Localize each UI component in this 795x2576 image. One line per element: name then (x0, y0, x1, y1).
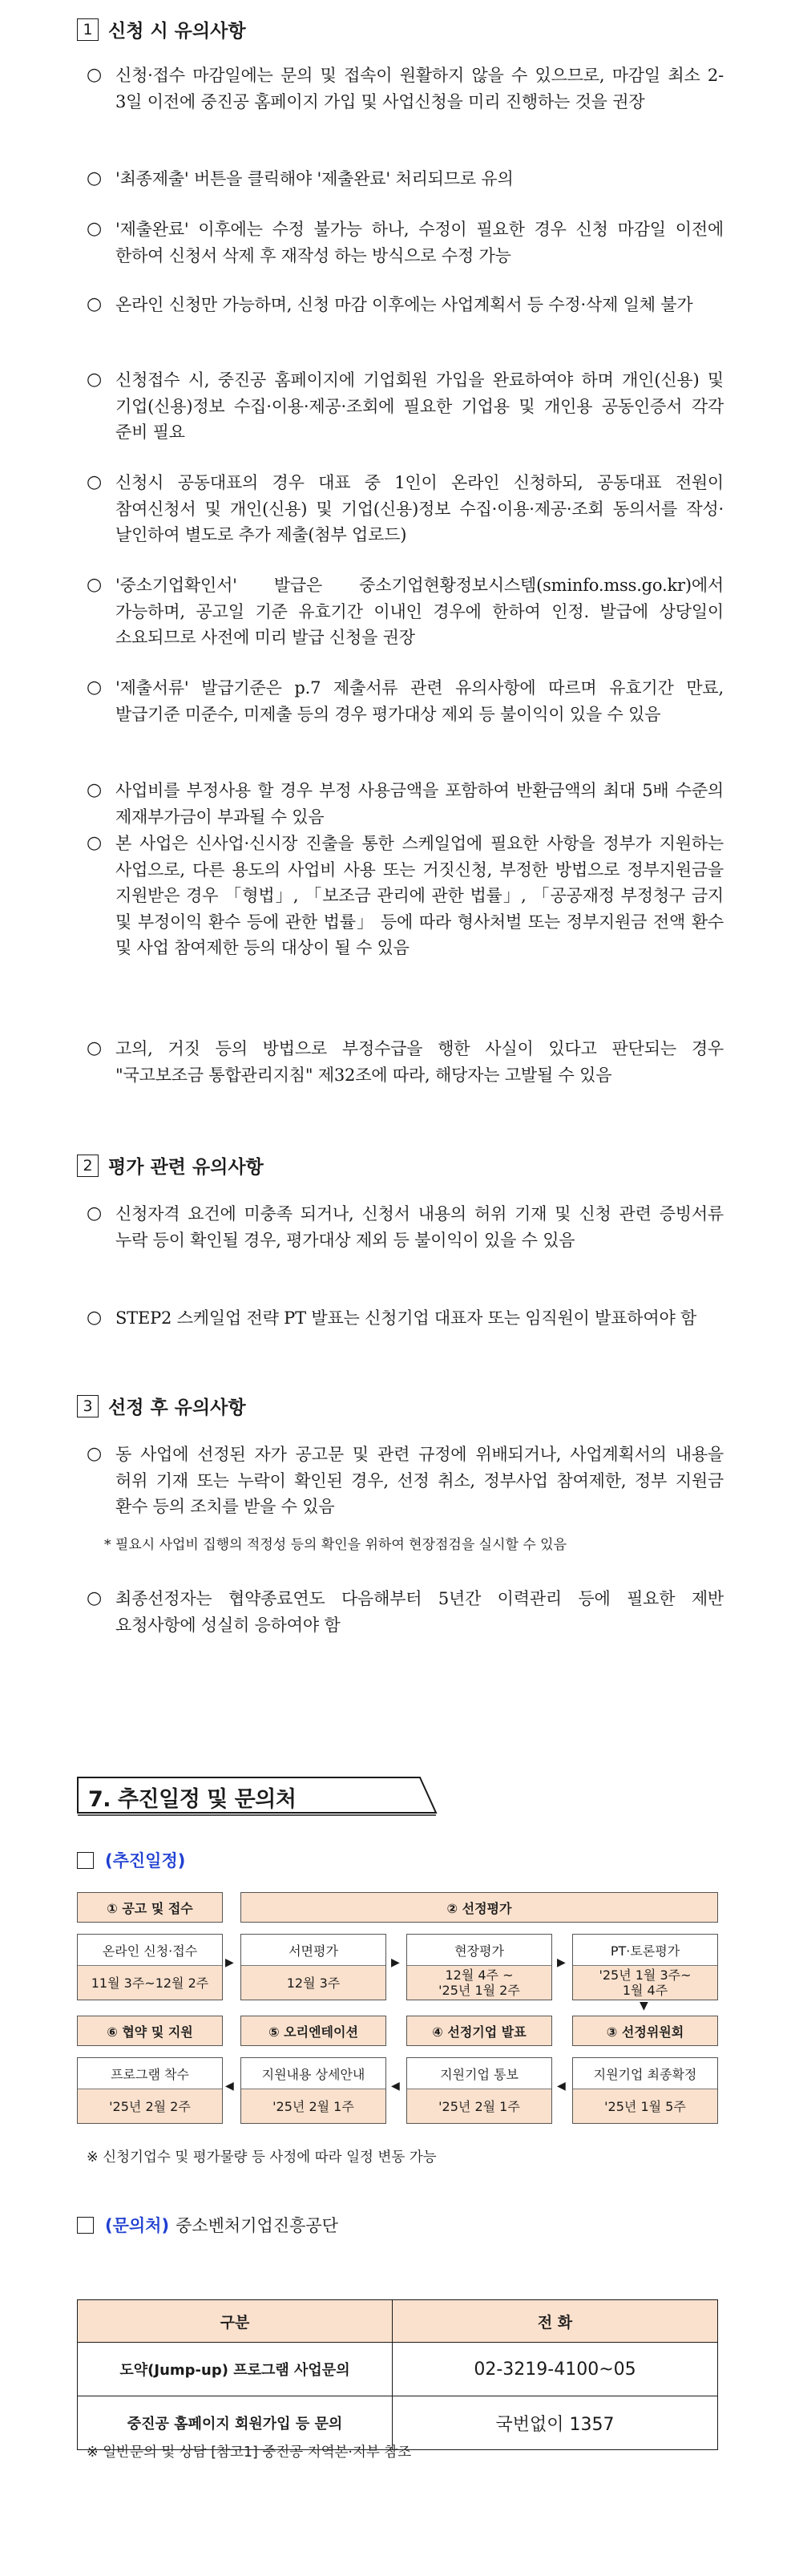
bullet-icon: ○ (87, 1203, 103, 1223)
flow-box-name: 프로그램 착수 (78, 2058, 222, 2089)
item-text: STEP2 스케일업 전략 PT 발표는 신청기업 대표자 또는 임직원이 발표하여야 함 (115, 1308, 697, 1328)
flow-box-date: '25년 2월 2주 (78, 2089, 222, 2123)
flow-box-program-start (77, 2057, 223, 2124)
stage-orientation: ⑤ 오리엔테이션 (240, 2016, 386, 2046)
item-text: '제출서류' 발급기준은 p.7 제출서류 관련 유의사항에 따르며 유효기간 만료, 발급기준 미준수, 미제출 등의 경우 평가대상 제외 등 불이익이 있을 수 있음 (115, 678, 724, 724)
item-text: 온라인 신청만 가능하며, 신청 마감 이후에는 사업계획서 등 수정·삭제 일체 불가 (115, 295, 693, 314)
list-item (87, 216, 724, 269)
section-1-title: 신청 시 유의사항 (108, 21, 246, 42)
item-text: 고의, 거짓 등의 방법으로 부정수급을 행한 사실이 있다고 판단되는 경우 "국고보조금 통합관리지침" 제32조에 따라, 해당자는 고발될 수 있음 (115, 1039, 724, 1085)
flow-box-date: '25년 2월 1주 (241, 2089, 385, 2123)
schedule-subhead (77, 1848, 185, 1872)
bullet-icon: ○ (87, 1444, 103, 1464)
arrow-left-icon: ◀ (225, 2080, 234, 2093)
bullet-icon: ○ (87, 575, 103, 595)
checkbox-square-icon (77, 1852, 94, 1869)
bullet-icon: ○ (87, 472, 103, 492)
item-text: 신청·접수 마감일에는 문의 및 접속이 원활하지 않을 수 있으므로, 마감일 최소 2-3일 이전에 중진공 홈페이지 가입 및 사업신청을 미리 진행하는 것을 권장 (115, 66, 724, 111)
item-text: 최종선정자는 협약종료연도 다음해부터 5년간 이력관리 등에 필요한 제반 요청사항에 성실히 응하여야 함 (115, 1589, 724, 1635)
item-text: 신청시 공동대표의 경우 대표 중 1인이 온라인 신청하되, 공동대표 전원이 참여신청서 및 개인(신용) 및 기업(신용)정보 수집·이용·제공·조회 동의서를 작성·날인하여 별도로 추가 제출(첨부 업로드) (115, 473, 724, 544)
arrow-right-icon: ▶ (391, 1956, 400, 1969)
item-text: 사업비를 부정사용 할 경우 부정 사용금액을 포함하여 반환금액의 최대 5배 수준의 제재부가금이 부과될 수 있음 (115, 781, 724, 827)
list-item (87, 831, 724, 961)
stage-evaluation: ② 선정평가 (240, 1892, 718, 1923)
bullet-icon: ○ (87, 1588, 103, 1608)
stage-announce-apply: ① 공고 및 접수 (77, 1892, 223, 1923)
bullet-icon: ○ (87, 780, 103, 800)
item-text: '최종제출' 버튼을 클릭해야 '제출완료' 처리되므로 유의 (115, 169, 514, 188)
item-text: '중소기업확인서' 발급은 중소기업현황정보시스템(sminfo.mss.go.kr)에서 가능하며, 공고일 기준 유효기간 이내인 경우에 한하여 인정. 발급에 상당일이 소요되므로 사전에 미리 발급 신청을 권장 (115, 576, 724, 647)
stage-announcement: ④ 선정기업 발표 (406, 2016, 552, 2046)
flow-box-date: '25년 1월 5주 (573, 2089, 717, 2123)
bullet-icon: ○ (87, 1038, 103, 1058)
bullet-icon: ○ (87, 833, 103, 853)
section-1-heading (77, 16, 246, 42)
stage-agreement-support: ⑥ 협약 및 지원 (77, 2016, 223, 2046)
list-item (87, 572, 724, 651)
table-header-row (78, 2300, 718, 2343)
section-2-heading (77, 1152, 264, 1179)
item-text: 본 사업은 신사업·신시장 진출을 통한 스케일업에 필요한 사항을 정부가 지원하는 사업으로, 다른 용도의 사업비 사용 또는 거짓신청, 부정한 방법으로 정부지원금을 지원받은 경우 「형법」, 「보조금 관리에 관한 법률」, 「공공재정 부정청구 금지 및 부정이익 환수 등에 관한 법률」 등에 따라 형사처벌 또는 정부지원금 전액 환수 및 사업 참여제한 등의 대상이 될 수 있음 (115, 834, 724, 957)
list-item (87, 166, 724, 192)
schedule-note: ※ 신청기업수 및 평가물량 등 사정에 따라 일정 변동 가능 (87, 2149, 437, 2166)
contact-subhead (77, 2213, 338, 2237)
item-text: 동 사업에 선정된 자가 공고문 및 관련 규정에 위배되거나, 사업계획서의 내용을 허위 기재 또는 누락이 확인된 경우, 선정 취소, 정부사업 참여제한, 정부 지원금 환수 등의 조치를 받을 수 있음 (115, 1445, 724, 1516)
arrow-left-icon: ◀ (557, 2080, 566, 2093)
section-3-number: 3 (77, 1395, 99, 1417)
arrow-left-icon: ◀ (391, 2080, 400, 2093)
bullet-icon: ○ (87, 294, 103, 314)
stage-selection-committee: ③ 선정위원회 (572, 2016, 718, 2046)
checkbox-square-icon (77, 2217, 94, 2234)
flow-box-date: '25년 2월 1주 (407, 2089, 551, 2123)
section-2-number: 2 (77, 1155, 99, 1177)
contact-label: (문의처) (105, 2216, 170, 2235)
footer-note: ※ 일반문의 및 상담 [참고1] 중진공 지역본·지부 참조 (87, 2445, 412, 2461)
flow-box-date: 12월 3주 (241, 1966, 385, 2000)
flow-box-name: 지원기업 최종확정 (573, 2058, 717, 2089)
list-item (87, 367, 724, 446)
list-item (87, 1036, 724, 1088)
flow-box-name: 서면평가 (241, 1935, 385, 1966)
table-row (78, 2343, 718, 2396)
contact-table (77, 2299, 718, 2450)
section-7-title: 7. 추진일정 및 문의처 (88, 1787, 297, 1812)
table-header-phone: 전 화 (393, 2300, 718, 2343)
section-2-title: 평가 관련 유의사항 (108, 1157, 264, 1178)
arrow-right-icon: ▶ (225, 1956, 234, 1969)
flow-box-document-review (240, 1934, 386, 2000)
item-text: '제출완료' 이후에는 수정 불가능 하나, 수정이 필요한 경우 신청 마감일 이전에 한하여 신청서 삭제 후 재작성 하는 방식으로 수정 가능 (115, 220, 724, 265)
section-1-number: 1 (77, 18, 99, 41)
section-3-heading (77, 1393, 246, 1419)
bullet-icon: ○ (87, 370, 103, 390)
schedule-label: (추진일정) (105, 1851, 186, 1870)
flow-box-name: PT·토론평가 (573, 1935, 717, 1966)
flow-box-name: 온라인 신청·접수 (78, 1935, 222, 1966)
list-item (87, 1586, 724, 1638)
contact-org: 중소벤처기업진흥공단 (176, 2216, 338, 2235)
flow-box-date: '25년 1월 3주~ 1월 4주 (573, 1966, 717, 2000)
bullet-icon: ○ (87, 168, 103, 188)
list-item (87, 63, 724, 115)
arrow-down-icon: ▼ (640, 2000, 648, 2012)
list-item (87, 292, 724, 318)
flow-box-pt-evaluation (572, 1934, 718, 2000)
list-item (87, 1442, 724, 1520)
flow-box-date: 12월 4주 ~ '25년 1월 2주 (407, 1966, 551, 2000)
list-item (87, 470, 724, 548)
flow-box-name: 지원내용 상세안내 (241, 2058, 385, 2089)
bullet-icon: ○ (87, 677, 103, 698)
bullet-icon: ○ (87, 65, 103, 85)
list-item (87, 1201, 724, 1253)
flow-box-name: 현장평가 (407, 1935, 551, 1966)
item-text: 신청접수 시, 중진공 홈페이지에 기업회원 가입을 완료하여야 하며 개인(신용) 및 기업(신용)정보 수집·이용·제공·조회에 필요한 기업용 및 개인용 공동인증서 각각 준비 필요 (115, 370, 724, 442)
table-cell-category: 도약(Jump-up) 프로그램 사업문의 (78, 2343, 393, 2396)
table-header-category: 구분 (78, 2300, 393, 2343)
table-cell-phone: 02-3219-4100~05 (393, 2343, 718, 2396)
table-cell-category: 중진공 홈페이지 회원가입 등 문의 (78, 2396, 393, 2450)
section-3-note: * 필요시 사업비 집행의 적정성 등의 확인을 위하여 현장점검을 실시할 수 있음 (104, 1537, 567, 1553)
flow-box-online-apply (77, 1934, 223, 2000)
flow-box-company-notice (406, 2057, 552, 2124)
item-text: 신청자격 요건에 미충족 되거나, 신청서 내용의 허위 기재 및 신청 관련 증빙서류 누락 등이 확인될 경우, 평가대상 제외 등 불이익이 있을 수 있음 (115, 1204, 724, 1250)
list-item (87, 778, 724, 830)
arrow-right-icon: ▶ (557, 1956, 566, 1969)
flow-box-support-guide (240, 2057, 386, 2124)
list-item (87, 1305, 724, 1332)
flow-box-site-evaluation (406, 1934, 552, 2000)
flow-box-date: 11월 3주~12월 2주 (78, 1966, 222, 2000)
bullet-icon: ○ (87, 219, 103, 239)
section-7-title-band (77, 1777, 438, 1817)
section-3-title: 선정 후 유의사항 (108, 1397, 246, 1418)
flow-box-final-confirm (572, 2057, 718, 2124)
table-cell-phone: 국번없이 1357 (393, 2396, 718, 2450)
flow-box-name: 지원기업 통보 (407, 2058, 551, 2089)
bullet-icon: ○ (87, 1308, 103, 1328)
list-item (87, 675, 724, 727)
